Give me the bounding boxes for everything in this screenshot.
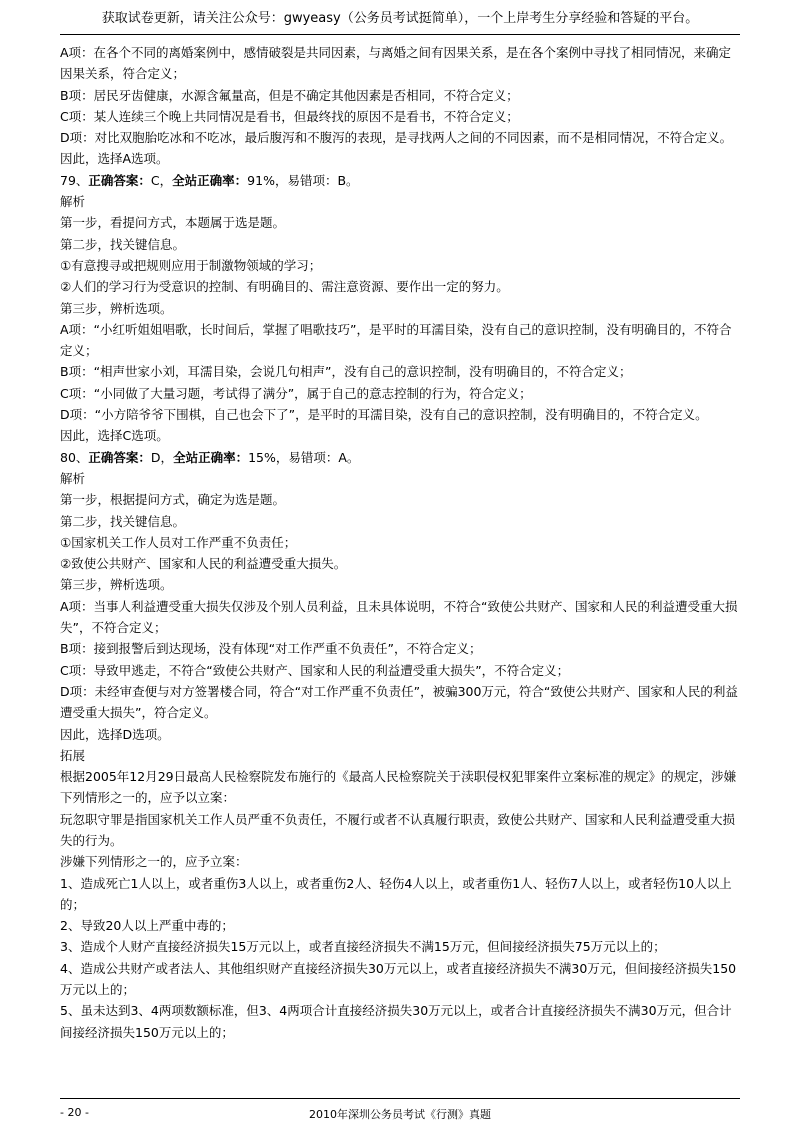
paragraph: 根据2005年12月29日最高人民检察院发布施行的《最高人民检察院关于渎职侵权犯罪案件立案标准的规定》的规定，涉嫌下列情形之一的，应予以立案： [60,769,737,806]
paragraph: 第一步，根据提问方式，确定为选是题。 [60,492,286,508]
accuracy-value: 15%，易错项：A。 [248,449,360,465]
paragraph: 涉嫌下列情形之一的，应予立案： [60,854,248,870]
paragraph: 因此，选择A选项。 [60,151,169,167]
list-item: 2、导致20人以上严重中毒的； [60,918,234,934]
paragraph: D项：对比双胞胎吃冰和不吃冰，最后腹泻和不腹泻的表现，是寻找两人之间的不同因素，而不是相同情况，不符合定义。 [60,130,733,146]
question-number: 79、 [60,172,89,188]
answer-label: 正确答案： [88,449,151,465]
question-number: 80、 [60,449,89,465]
paragraph: ②人们的学习行为受意识的控制、有明确目的、需注意资源、要作出一定的努力。 [60,279,509,295]
paragraph: C项：某人连续三个晚上共同情况是看书，但最终找的原因不是看书，不符合定义； [60,108,519,124]
list-item: 5、虽未达到3、4两项数额标准，但3、4两项合计直接经济损失30万元以上，或者合计直接经济损失不满30万元，但合计间接经济损失150万元以上的； [60,1003,732,1040]
paragraph: 因此，选择D选项。 [60,726,170,742]
paragraph: C项：导致甲逃走，不符合“致使公共财产、国家和人民的利益遭受重大损失”，不符合定义； [60,662,570,678]
accuracy-value: 91%，易错项：B。 [247,172,359,188]
answer-value: D， [150,449,174,465]
paragraph: 第二步，找关键信息。 [60,236,186,252]
paragraph: A项：“小红听姐姐唱歌，长时间后，掌握了唱歌技巧”，是平时的耳濡目染，没有自己的意识控制，没有明确目的，不符合定义； [60,321,732,359]
paragraph: 玩忽职守罪是指国家机关工作人员严重不负责任，不履行或者不认真履行职责，致使公共财产、国家和人民利益遭受重大损失的行为。 [60,811,736,848]
paragraph: C项：“小同做了大量习题，考试得了满分”，属于自己的意志控制的行为，符合定义； [60,385,532,401]
paragraph: 第二步，找关键信息。 [60,513,186,529]
list-item: 3、造成个人财产直接经济损失15万元以上，或者直接经济损失不满15万元，但间接经济损失75万元以上的； [60,939,666,955]
section-heading: 解析 [60,194,86,210]
paragraph: A项：当事人利益遭受重大损失仅涉及个别人员利益，且未具体说明，不符合“致使公共财产、国家和人民的利益遭受重大损失”，不符合定义； [60,598,738,636]
paragraph: 因此，选择C选项。 [60,428,169,444]
question-79-answer-line [60,170,742,191]
accuracy-label: 全站正确率： [172,172,248,188]
section-heading: 拓展 [60,747,86,763]
page-number: - 20 - [60,1106,89,1119]
paragraph: ①国家机关工作人员对工作严重不负责任； [60,534,297,550]
document-body [60,42,742,1043]
list-item: 1、造成死亡1人以上，或者重伤3人以上，或者重伤2人、轻伤4人以上，或者重伤1人、轻伤7人以上，或者轻伤10人以上的； [60,875,732,912]
paragraph: D项：“小方陪爷爷下围棋，自己也会下了”，是平时的耳濡目染，没有自己的意识控制，没有明确目的，不符合定义。 [60,407,708,423]
list-item: 4、造成公共财产或者法人、其他组织财产直接经济损失30万元以上，或者直接经济损失不满30万元，但间接经济损失150万元以上的； [60,960,737,998]
footer-title: 2010年深圳公务员考试《行测》真题 [309,1108,491,1121]
question-80-answer-line [60,447,742,468]
section-heading: 解析 [60,470,86,486]
paragraph: D项：未经审查便与对方签署楼合同，符合“对工作严重不负责任”，被骗300万元，符合“致使公共财产、国家和人民的利益遭受重大损失”，符合定义。 [60,683,738,721]
header-divider [60,34,740,35]
paragraph: B项：接到报警后到达现场，没有体现“对工作严重不负责任”，不符合定义； [60,641,482,657]
paragraph: A项：在各个不同的离婚案例中，感情破裂是共同因素，与离婚之间有因果关系，是在各个案例中寻找了相同情况，来确定因果关系，符合定义； [60,45,732,82]
paragraph: 第一步，看提问方式，本题属于选是题。 [60,215,286,231]
paragraph: 第三步，辨析选项。 [60,300,173,316]
paragraph: B项：“相声世家小刘，耳濡目染，会说几句相声”，没有自己的意识控制，没有明确目的，不符合定义； [60,364,632,380]
paragraph: ①有意搜寻或把规则应用于制激物领域的学习； [60,257,322,273]
accuracy-label: 全站正确率： [173,449,249,465]
paragraph: B项：居民牙齿健康，水源含氟量高，但是不确定其他因素是否相同，不符合定义； [60,87,519,103]
page-header: 获取试卷更新，请关注公众号：gwyeasy（公务员考试挺简单），一个上岸考生分享经验和答疑的平台。 [101,11,699,26]
answer-label: 正确答案： [88,172,151,188]
footer-divider [60,1098,740,1099]
paragraph: 第三步，辨析选项。 [60,577,173,593]
answer-value: C， [150,172,173,188]
paragraph: ②致使公共财产、国家和人民的利益遭受重大损失。 [60,556,347,572]
